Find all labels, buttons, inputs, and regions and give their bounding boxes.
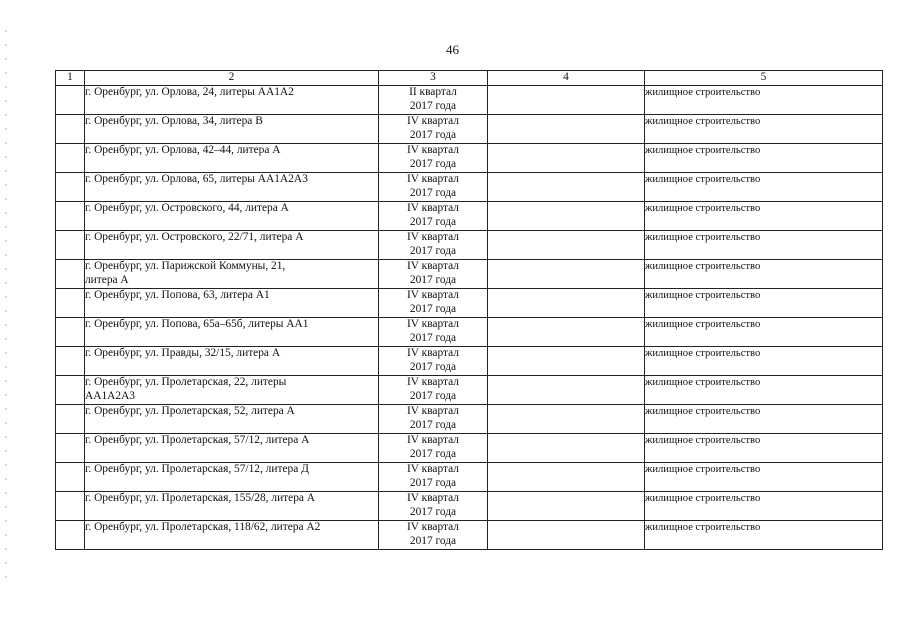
period-line: 2017 года <box>409 244 457 257</box>
address-cell <box>85 115 379 144</box>
column-4-cell <box>488 144 645 173</box>
purpose-cell: жилищное строительство <box>645 376 883 405</box>
row-number-cell <box>56 173 85 202</box>
purpose-cell: жилищное строительство <box>645 492 883 521</box>
period-line: IV квартал <box>407 202 459 214</box>
purpose-cell: жилищное строительство <box>645 463 883 492</box>
scan-margin-marks <box>5 30 7 590</box>
period-line: IV квартал <box>407 289 459 301</box>
period-cell <box>379 144 488 173</box>
table-row <box>56 376 883 405</box>
row-number-cell <box>56 289 85 318</box>
period-line: IV квартал <box>407 144 459 156</box>
address-cell <box>85 231 379 260</box>
column-4-cell <box>488 521 645 550</box>
address-cell <box>85 376 379 405</box>
period-cell <box>379 405 488 434</box>
period-line: 2017 года <box>409 157 457 170</box>
period-cell <box>379 115 488 144</box>
purpose-cell: жилищное строительство <box>645 318 883 347</box>
table-row <box>56 260 883 289</box>
table-row <box>56 289 883 318</box>
address-cell <box>85 289 379 318</box>
period-cell <box>379 289 488 318</box>
period-line: 2017 года <box>409 389 457 402</box>
table-row <box>56 173 883 202</box>
period-cell <box>379 376 488 405</box>
purpose-cell: жилищное строительство <box>645 521 883 550</box>
purpose-cell: жилищное строительство <box>645 260 883 289</box>
address-line: г. Оренбург, ул. Орлова, 24, литеры АА1А2 <box>85 86 294 98</box>
row-number-cell <box>56 231 85 260</box>
table-row <box>56 347 883 376</box>
table-row <box>56 463 883 492</box>
purpose-cell: жилищное строительство <box>645 202 883 231</box>
period-cell <box>379 492 488 521</box>
table-row <box>56 86 883 115</box>
address-cell <box>85 86 379 115</box>
column-4-cell <box>488 289 645 318</box>
purpose-cell: жилищное строительство <box>645 347 883 376</box>
column-4-cell <box>488 318 645 347</box>
purpose-cell: жилищное строительство <box>645 405 883 434</box>
address-cell <box>85 405 379 434</box>
period-line: IV квартал <box>407 347 459 359</box>
column-4-cell <box>488 115 645 144</box>
period-line: 2017 года <box>409 128 457 141</box>
row-number-cell <box>56 405 85 434</box>
column-4-cell <box>488 376 645 405</box>
period-line: IV квартал <box>407 463 459 475</box>
document-table <box>55 70 883 550</box>
purpose-cell: жилищное строительство <box>645 173 883 202</box>
address-cell <box>85 521 379 550</box>
row-number-cell <box>56 521 85 550</box>
period-cell <box>379 86 488 115</box>
period-line: 2017 года <box>409 418 457 431</box>
row-number-cell <box>56 492 85 521</box>
table-row <box>56 434 883 463</box>
period-line: 2017 года <box>409 302 457 315</box>
row-number-cell <box>56 115 85 144</box>
address-line: АА1А2А3 <box>85 389 135 402</box>
address-line: г. Оренбург, ул. Пролетарская, 57/12, литера А <box>85 434 310 446</box>
address-line: г. Оренбург, ул. Пролетарская, 22, литеры <box>85 376 287 388</box>
table-body <box>56 86 883 550</box>
address-cell <box>85 347 379 376</box>
address-cell <box>85 260 379 289</box>
column-4-cell <box>488 463 645 492</box>
row-number-cell <box>56 144 85 173</box>
table-row <box>56 144 883 173</box>
address-line: литера А <box>85 273 129 286</box>
address-line: г. Оренбург, ул. Пролетарская, 57/12, литера Д <box>85 463 309 475</box>
address-line: г. Оренбург, ул. Пролетарская, 52, литера А <box>85 405 295 417</box>
row-number-cell <box>56 463 85 492</box>
period-cell <box>379 173 488 202</box>
address-cell <box>85 434 379 463</box>
table-row <box>56 202 883 231</box>
period-line: IV квартал <box>407 376 459 388</box>
period-line: IV квартал <box>407 173 459 185</box>
period-cell <box>379 347 488 376</box>
column-4-cell <box>488 405 645 434</box>
period-line: 2017 года <box>409 447 457 460</box>
period-cell <box>379 521 488 550</box>
table-row <box>56 231 883 260</box>
column-header-1: 1 <box>56 71 85 86</box>
period-line: 2017 года <box>409 273 457 286</box>
table-row <box>56 318 883 347</box>
column-4-cell <box>488 202 645 231</box>
address-line: г. Оренбург, ул. Попова, 65а–65б, литеры АА1 <box>85 318 309 330</box>
address-line: г. Оренбург, ул. Орлова, 34, литера В <box>85 115 263 127</box>
period-line: 2017 года <box>409 505 457 518</box>
period-cell <box>379 463 488 492</box>
column-4-cell <box>488 347 645 376</box>
address-cell <box>85 318 379 347</box>
period-line: 2017 года <box>409 186 457 199</box>
column-header-3: 3 <box>379 71 488 86</box>
address-line: г. Оренбург, ул. Правды, 32/15, литера А <box>85 347 281 359</box>
period-line: 2017 года <box>409 99 457 112</box>
period-line: 2017 года <box>409 476 457 489</box>
period-line: IV квартал <box>407 318 459 330</box>
purpose-cell: жилищное строительство <box>645 289 883 318</box>
period-line: IV квартал <box>407 231 459 243</box>
row-number-cell <box>56 86 85 115</box>
address-line: г. Оренбург, ул. Парижской Коммуны, 21, <box>85 260 286 272</box>
column-4-cell <box>488 434 645 463</box>
column-header-5: 5 <box>645 71 883 86</box>
period-line: IV квартал <box>407 115 459 127</box>
address-cell <box>85 492 379 521</box>
column-4-cell <box>488 173 645 202</box>
row-number-cell <box>56 347 85 376</box>
header-row <box>56 71 883 86</box>
period-line: II квартал <box>409 86 457 98</box>
period-cell <box>379 434 488 463</box>
address-cell <box>85 173 379 202</box>
address-line: г. Оренбург, ул. Островского, 22/71, литера А <box>85 231 304 243</box>
column-4-cell <box>488 492 645 521</box>
address-line: г. Оренбург, ул. Орлова, 65, литеры АА1А2А3 <box>85 173 308 185</box>
row-number-cell <box>56 202 85 231</box>
period-cell <box>379 231 488 260</box>
period-line: 2017 года <box>409 215 457 228</box>
page-number: 46 <box>446 42 459 57</box>
period-line: IV квартал <box>407 492 459 504</box>
address-line: г. Оренбург, ул. Попова, 63, литера А1 <box>85 289 270 301</box>
address-line: г. Оренбург, ул. Островского, 44, литера А <box>85 202 289 214</box>
address-line: г. Оренбург, ул. Орлова, 42–44, литера А <box>85 144 281 156</box>
address-line: г. Оренбург, ул. Пролетарская, 155/28, литера А <box>85 492 316 504</box>
period-line: IV квартал <box>407 260 459 272</box>
table-row <box>56 405 883 434</box>
table-row <box>56 115 883 144</box>
period-line: IV квартал <box>407 434 459 446</box>
address-cell <box>85 463 379 492</box>
row-number-cell <box>56 260 85 289</box>
period-cell <box>379 202 488 231</box>
column-header-2: 2 <box>85 71 379 86</box>
period-line: 2017 года <box>409 331 457 344</box>
column-4-cell <box>488 231 645 260</box>
period-line: 2017 года <box>409 534 457 547</box>
purpose-cell: жилищное строительство <box>645 434 883 463</box>
period-line: IV квартал <box>407 521 459 533</box>
column-header-4: 4 <box>488 71 645 86</box>
column-4-cell <box>488 260 645 289</box>
period-cell <box>379 318 488 347</box>
purpose-cell: жилищное строительство <box>645 144 883 173</box>
row-number-cell <box>56 434 85 463</box>
table-row <box>56 492 883 521</box>
row-number-cell <box>56 318 85 347</box>
address-line: г. Оренбург, ул. Пролетарская, 118/62, литера А2 <box>85 521 321 533</box>
address-cell <box>85 144 379 173</box>
purpose-cell: жилищное строительство <box>645 231 883 260</box>
purpose-cell: жилищное строительство <box>645 115 883 144</box>
address-cell <box>85 202 379 231</box>
column-4-cell <box>488 86 645 115</box>
table-row <box>56 521 883 550</box>
purpose-cell: жилищное строительство <box>645 86 883 115</box>
period-cell <box>379 260 488 289</box>
row-number-cell <box>56 376 85 405</box>
period-line: IV квартал <box>407 405 459 417</box>
period-line: 2017 года <box>409 360 457 373</box>
